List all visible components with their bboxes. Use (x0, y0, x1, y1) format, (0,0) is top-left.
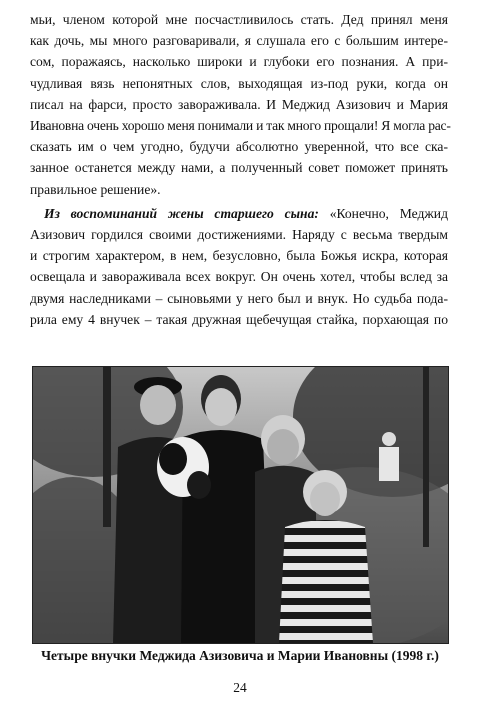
body-text (30, 9, 451, 330)
memoir-source-heading: Из воспоминаний жены старшего сына: (44, 205, 319, 221)
text-line: занное останется между нами, а полученный совет поможет принять (30, 160, 448, 176)
text-line: рила ему 4 внучек – такая дружная щебечущая стайка, порхающая по (30, 311, 448, 327)
text-line: Ивановна очень хорошо меня понимали и так много прощали! Я могла рас- (30, 118, 451, 134)
text-line: как дочь, мы много разговаривали, я слушала его с большим интере- (30, 33, 448, 49)
text-line: мьи, членом которой мне посчастливилось стать. Дед принял меня (30, 12, 448, 27)
quote-start: «Конечно, Меджид (318, 205, 448, 221)
paragraph-2 (30, 203, 448, 330)
page-number: 24 (233, 680, 247, 695)
text-line: освещала и завораживала всех вокруг. Он очень хотел, чтобы вслед за (30, 269, 448, 285)
text-line: сказать им о чем угодно, будучи абсолютно уверенной, что все ска- (30, 139, 448, 155)
text-line: чудливая вязь непонятных слов, выходящая из-под руки, когда он (30, 75, 448, 91)
text-line: писал на фарси, просто завораживала. И Меджид Азизович и Мария (30, 96, 448, 112)
family-photo (32, 366, 449, 644)
text-line: правильное решение». (30, 181, 161, 197)
paragraph-1 (30, 9, 451, 200)
text-line: двумя наследниками – сыновьями у него был и внук. Но судьба пода- (30, 290, 448, 306)
text-line: и строгим характером, в нем, безусловно, была Божья искра, которая (30, 248, 448, 264)
text-line (30, 203, 448, 224)
text-line: Азизович гордился своими достижениями. Наряду с весьма твердым (30, 227, 448, 243)
photo-caption: Четыре внучки Меджида Азизовича и Марии Ивановны (1998 г.) (41, 648, 439, 663)
text-line: сом, поражаясь, насколько широки и глубоки его познания. А при- (30, 54, 448, 70)
